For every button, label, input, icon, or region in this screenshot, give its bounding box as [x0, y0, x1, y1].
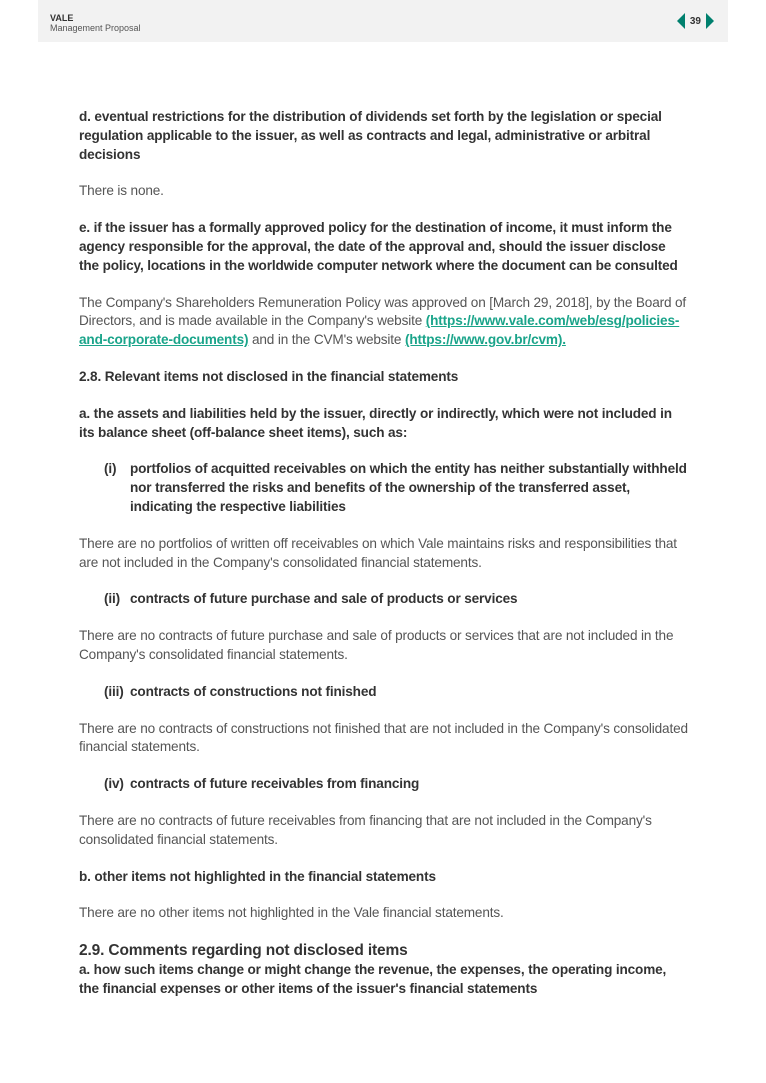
paragraph-b: There are no other items not highlighted in the Vale financial statements.: [79, 905, 504, 921]
pager: [677, 13, 714, 29]
heading-e: e. if the issuer has a formally approved policy for the destination of income, it must inform the agency responsible for the approval, the date of the approval and, should the issuer disclose the policy, locations in the worldwide computer network where the document can be consulted: [79, 220, 678, 273]
heading-d: d. eventual restrictions for the distribution of dividends set forth by the legislation or special regulation applicable to the issuer, as well as contracts and legal, administrative or arbitral decisions: [79, 109, 662, 162]
vale-policy-link[interactable]: (https://www.vale.com/web/esg/policies-and-corporate-documents): [79, 313, 680, 348]
page-header: [38, 0, 728, 42]
item-label: (ii): [104, 591, 121, 607]
item-title: portfolios of acquitted receivables on which the entity has neither substantially withheld nor transferred the risks and benefits of the ownership of the transferred asset, indicating the respective liabilities: [130, 461, 687, 514]
section-2-9-heading: 2.9. Comments regarding not disclosed items: [79, 942, 408, 960]
item-title: contracts of future purchase and sale of products or services: [130, 591, 518, 607]
document-body: [79, 108, 689, 1017]
item-title: contracts of future receivables from financing: [130, 776, 420, 792]
item-title: contracts of constructions not finished: [130, 683, 377, 699]
list-item: [104, 775, 689, 794]
next-page-icon[interactable]: [706, 13, 714, 29]
page-number: 39: [689, 15, 701, 27]
heading-b: b. other items not highlighted in the financial statements: [79, 868, 436, 884]
heading-a: a. the assets and liabilities held by the issuer, directly or indirectly, which were not included in its balance sheet (off-balance sheet items), such as:: [79, 405, 672, 440]
list-item: [104, 460, 689, 516]
document-subtitle: Management Proposal: [50, 23, 141, 33]
previous-page-icon[interactable]: [677, 13, 685, 29]
section-2-9-a-heading: a. how such items change or might change the revenue, the expenses, the operating income, the financial expenses or other items of the issuer's financial statements: [79, 962, 667, 996]
paragraph-e-text-2: and in the CVM's website: [248, 332, 405, 348]
item-label: (iii): [104, 683, 124, 699]
brand-name: VALE: [50, 13, 74, 23]
item-text: There are no contracts of future purchase and sale of products or services that are not included in the Company's consolidated financial statements.: [79, 628, 674, 662]
item-text: There are no contracts of future receivables from financing that are not included in the Company's consolidated financial statements.: [79, 812, 652, 847]
list-item: [104, 590, 689, 609]
list-item: [104, 683, 689, 702]
item-label: (i): [104, 461, 117, 477]
paragraph-e-text-1: The Company's Shareholders Remuneration Policy was approved on [March 29, 2018], by the Board of Directors, and is made available in the Company's website: [79, 294, 687, 329]
item-label: (iv): [104, 776, 124, 792]
section-2-8-heading: 2.8. Relevant items not disclosed in the financial statements: [79, 368, 459, 384]
cvm-link[interactable]: (https://www.gov.br/cvm).: [404, 332, 566, 348]
paragraph-e: [79, 294, 689, 350]
paragraph-d: There is none.: [79, 183, 164, 199]
item-text: There are no contracts of constructions not finished that are not included in the Company's consolidated financial statements.: [79, 720, 688, 755]
item-text: There are no portfolios of written off receivables on which Vale maintains risks and responsibilities that are not included in the Company's consolidated financial statements.: [79, 535, 677, 570]
